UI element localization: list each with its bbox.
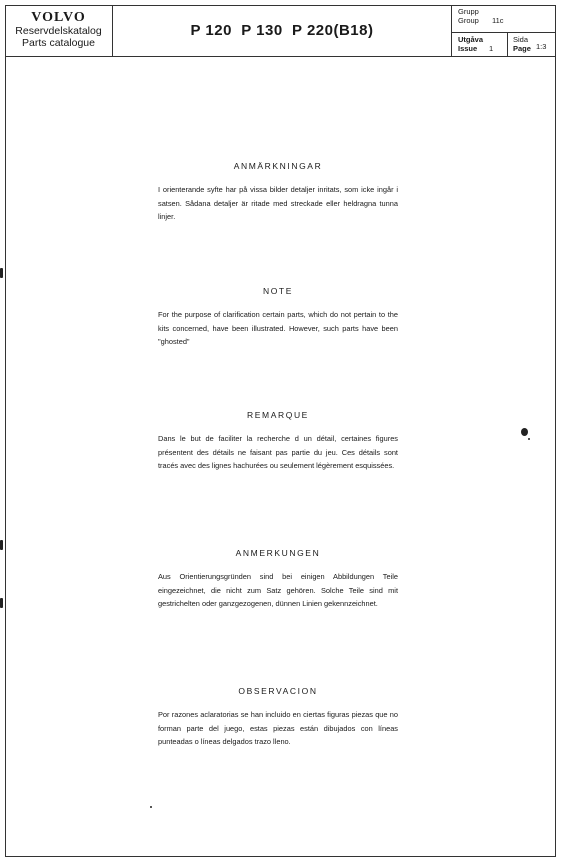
- section-title: OBSERVACION: [238, 686, 318, 696]
- brand-block: [5, 5, 113, 56]
- section-title: ANMERKUNGEN: [235, 548, 321, 558]
- section-french: [158, 409, 398, 473]
- section-body: Aus Orientierungsgründen sind bei einigen Abbildungen Teile eingezeichnet, die nicht zum Satz gehören. Solche Teile sind mit gestrichelten oder ganzgezogenen, dünnen Linien gekennzeichnet.: [158, 572, 398, 608]
- section-body: I orienterande syfte har på vissa bilder detaljer inritats, som icke ingår i satsen. Sådana detaljer är ritade med streckade eller heldragna tunna linjer.: [158, 185, 398, 221]
- section-spanish: [158, 685, 398, 749]
- model-designation: P 120 P 130 P 220(B18): [190, 22, 374, 39]
- scan-speck: [150, 806, 152, 808]
- section-title: REMARQUE: [247, 410, 309, 420]
- section-title: NOTE: [262, 286, 293, 296]
- issue-value: 1: [489, 44, 494, 53]
- page-value: 1:3: [536, 42, 547, 51]
- group-label-sv: Grupp: [458, 7, 479, 16]
- scan-speck: [521, 428, 528, 436]
- scan-speck: [528, 438, 530, 440]
- issue-label-sv: Utgåva: [458, 35, 484, 44]
- issue-label-en: Issue: [458, 44, 478, 53]
- group-cell: [452, 5, 556, 33]
- catalog-header: [5, 5, 556, 57]
- section-title: ANMÄRKNINGAR: [233, 161, 323, 171]
- scan-edge-mark: [0, 598, 3, 608]
- section-german: [158, 547, 398, 611]
- group-value: 11c: [492, 16, 504, 25]
- issue-cell: [452, 33, 508, 56]
- page-cell: [508, 33, 556, 56]
- section-body: Por razones aclaratorias se han incluido en ciertas figuras piezas que no forman parte del juego, estas piezas están dibujados con líneas punteadas o líneas delgados trazo lleno.: [158, 710, 398, 746]
- page-label-en: Page: [513, 44, 531, 53]
- group-label-en: Group: [458, 16, 479, 25]
- meta-table: [451, 5, 556, 56]
- catalog-title-english: Parts catalogue: [22, 37, 95, 49]
- catalog-title-swedish: Reservdelskatalog: [15, 25, 102, 37]
- section-body: Dans le but de faciliter la recherche d un détail, certaines figures présentent des détails ne faisant pas partie du jeu. Ces détails sont tracés avec des lignes hachurées ou seulement légèrement esquissées.: [158, 434, 398, 470]
- scan-edge-mark: [0, 268, 3, 278]
- volvo-logo: VOLVO: [31, 10, 86, 25]
- section-english: [158, 285, 398, 349]
- scan-edge-mark: [0, 540, 3, 550]
- page-label-sv: Sida: [513, 35, 529, 44]
- section-swedish: [158, 160, 398, 224]
- section-body: For the purpose of clarification certain parts, which do not pertain to the kits concerned, have been illustrated. However, such parts have been "ghosted": [158, 310, 398, 346]
- issue-page-row: [452, 33, 556, 56]
